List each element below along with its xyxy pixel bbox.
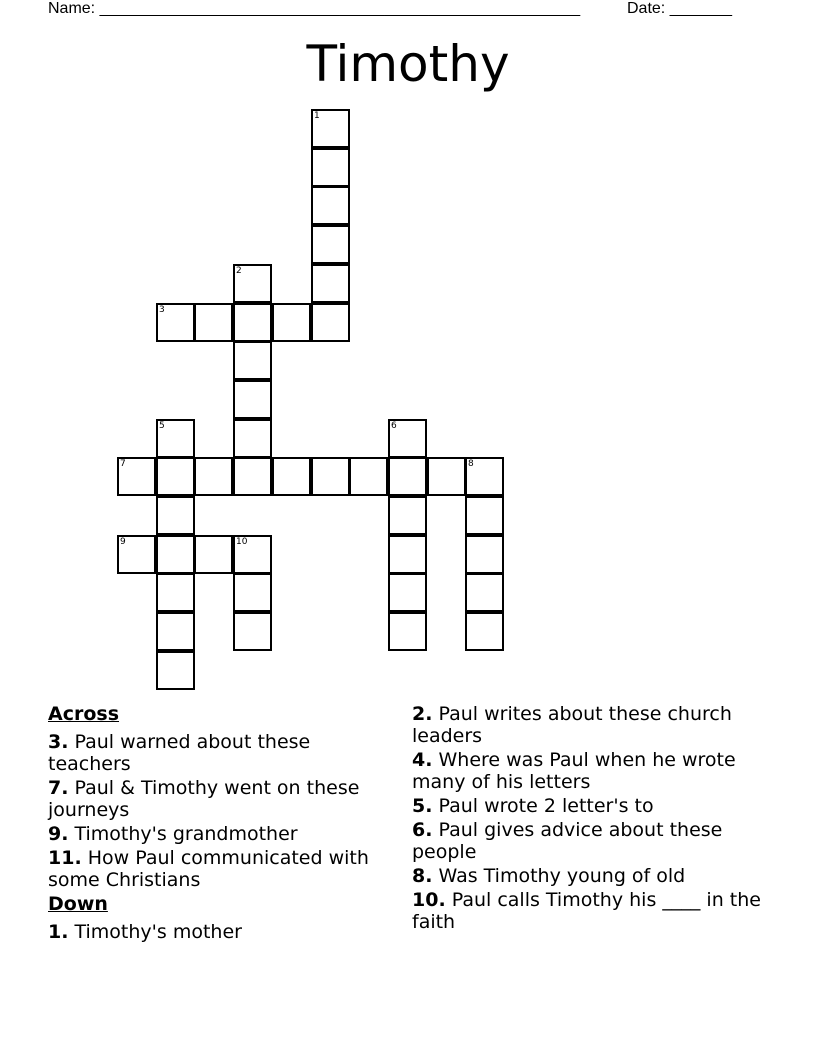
grid-cell[interactable] (272, 303, 311, 342)
grid-cell[interactable] (349, 457, 388, 496)
grid-cell[interactable] (156, 496, 195, 535)
grid-cell[interactable] (272, 457, 311, 496)
clue-item-number: 11. (48, 847, 82, 869)
across-heading: Across (48, 703, 120, 725)
clue-item-number: 5. (412, 795, 433, 817)
clue-item-number: 10. (412, 889, 446, 911)
clue-item (48, 823, 378, 845)
grid-cell[interactable] (233, 535, 272, 574)
clue-item-text: Timothy's grandmother (74, 823, 298, 845)
grid-cell[interactable] (388, 535, 427, 574)
clue-number: 7 (120, 459, 126, 469)
clue-number: 3 (159, 305, 165, 315)
grid-cell[interactable] (388, 496, 427, 535)
clue-item (412, 889, 772, 933)
grid-cell[interactable] (156, 651, 195, 690)
clue-item (48, 847, 378, 891)
grid-cell[interactable] (388, 612, 427, 651)
grid-cell[interactable] (465, 612, 504, 651)
clue-number: 10 (236, 537, 248, 547)
grid-cell[interactable] (465, 496, 504, 535)
grid-cell[interactable] (233, 573, 272, 612)
grid-cell[interactable] (117, 535, 156, 574)
clue-item-text: Paul writes about these church leaders (412, 703, 732, 747)
grid-cell[interactable] (233, 380, 272, 419)
clue-number: 5 (159, 421, 165, 431)
clues-right-column (412, 703, 772, 935)
clue-item-number: 3. (48, 731, 69, 753)
clue-item-text: How Paul communicated with some Christians (48, 847, 369, 891)
grid-cell[interactable] (117, 457, 156, 496)
clue-item (412, 795, 772, 817)
clue-item (412, 703, 772, 747)
clue-item-text: Paul gives advice about these people (412, 819, 723, 863)
grid-cell[interactable] (233, 341, 272, 380)
page-title: Timothy (306, 35, 510, 93)
clue-item-number: 7. (48, 777, 69, 799)
grid-cell[interactable] (156, 612, 195, 651)
name-field-line: Name: ______________________________________________________ (48, 0, 581, 17)
clue-number: 6 (391, 421, 397, 431)
grid-cell[interactable] (465, 535, 504, 574)
clue-item-number: 6. (412, 819, 433, 841)
down-clue-list (48, 921, 378, 943)
grid-cell[interactable] (233, 264, 272, 303)
clue-number: 8 (468, 459, 474, 469)
grid-cell[interactable] (465, 457, 504, 496)
across-clue-list (48, 731, 378, 891)
clue-item-text: Where was Paul when he wrote many of his letters (412, 749, 736, 793)
clue-item (412, 865, 772, 887)
clue-item (48, 921, 378, 943)
grid-cell[interactable] (388, 419, 427, 458)
grid-cell[interactable] (194, 535, 233, 574)
clue-item-number: 8. (412, 865, 433, 887)
grid-cell[interactable] (388, 457, 427, 496)
grid-cell[interactable] (311, 303, 350, 342)
clue-item-number: 9. (48, 823, 69, 845)
clue-item-text: Paul warned about these teachers (48, 731, 311, 775)
clue-item-number: 2. (412, 703, 433, 725)
grid-cell[interactable] (194, 303, 233, 342)
grid-cell[interactable] (427, 457, 466, 496)
clue-item (412, 819, 772, 863)
clue-number: 1 (314, 111, 320, 121)
grid-cell[interactable] (311, 148, 350, 187)
down-clue-list-continued (412, 703, 772, 933)
clue-item-text: Paul wrote 2 letter's to (438, 795, 654, 817)
grid-cell[interactable] (311, 264, 350, 303)
clue-item-text: Timothy's mother (74, 921, 242, 943)
grid-cell[interactable] (311, 225, 350, 264)
date-field-line: Date: _______ (627, 0, 732, 17)
clue-item-text: Paul & Timothy went on these journeys (48, 777, 360, 821)
grid-cell[interactable] (156, 457, 195, 496)
clues-left-column (48, 703, 378, 945)
grid-cell[interactable] (156, 419, 195, 458)
grid-cell[interactable] (388, 573, 427, 612)
grid-cell[interactable] (156, 573, 195, 612)
clue-item-number: 1. (48, 921, 69, 943)
clue-number: 9 (120, 537, 126, 547)
grid-cell[interactable] (311, 457, 350, 496)
grid-cell[interactable] (233, 457, 272, 496)
clue-number: 2 (236, 266, 242, 276)
grid-cell[interactable] (311, 109, 350, 148)
down-heading: Down (48, 893, 108, 915)
grid-cell[interactable] (233, 419, 272, 458)
clue-item (48, 777, 378, 821)
clue-item-text: Paul calls Timothy his ____ in the faith (412, 889, 761, 933)
grid-cell[interactable] (194, 457, 233, 496)
clue-item-text: Was Timothy young of old (438, 865, 686, 887)
clue-item (412, 749, 772, 793)
grid-cell[interactable] (233, 612, 272, 651)
grid-cell[interactable] (465, 573, 504, 612)
clue-item-number: 4. (412, 749, 433, 771)
clue-item (48, 731, 378, 775)
grid-cell[interactable] (156, 303, 195, 342)
grid-cell[interactable] (156, 535, 195, 574)
grid-cell[interactable] (311, 186, 350, 225)
grid-cell[interactable] (233, 303, 272, 342)
